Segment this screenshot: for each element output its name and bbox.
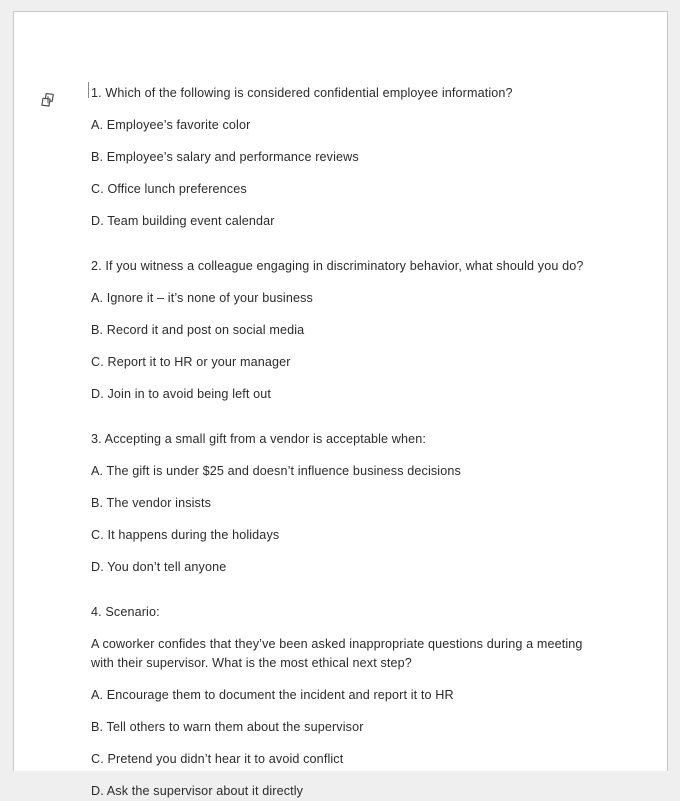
answer-option[interactable]: B. Tell others to warn them about the supervisor (91, 720, 364, 734)
answer-option[interactable]: A. Ignore it – it’s none of your business (91, 291, 313, 305)
answer-option[interactable]: A. The gift is under $25 and doesn’t influence business decisions (91, 464, 461, 478)
document-text-body[interactable] (91, 84, 627, 801)
answer-option[interactable]: B. The vendor insists (91, 496, 212, 510)
answer-option[interactable]: D. Join in to avoid being left out (91, 387, 272, 401)
answer-option[interactable]: D. You don’t tell anyone (91, 560, 227, 574)
question-block (91, 257, 627, 404)
answer-option[interactable]: C. It happens during the holidays (91, 528, 280, 542)
answer-option[interactable]: B. Employee’s salary and performance reviews (91, 150, 359, 164)
text-caret (88, 82, 89, 98)
question-block (91, 430, 627, 577)
answer-option[interactable]: D. Ask the supervisor about it directly (91, 784, 304, 798)
answer-option[interactable]: B. Record it and post on social media (91, 323, 305, 337)
question-prompt[interactable]: 2. If you witness a colleague engaging in discriminatory behavior, what should you do? (91, 259, 584, 273)
question-prompt[interactable]: 4. Scenario: (91, 605, 160, 619)
answer-option[interactable]: D. Team building event calendar (91, 214, 275, 228)
question-prompt[interactable] (91, 84, 596, 103)
answer-option[interactable]: C. Report it to HR or your manager (91, 355, 291, 369)
answer-option[interactable]: A. Encourage them to document the incident and report it to HR (91, 688, 454, 702)
copy-duplicate-icon[interactable] (34, 86, 62, 114)
answer-option[interactable]: A. Employee’s favorite color (91, 118, 251, 132)
question-block (91, 603, 627, 801)
scenario-paragraph[interactable]: A coworker confides that they’ve been asked inappropriate questions during a meeting with their supervisor. What is the most ethical next step? (91, 637, 583, 670)
question-prompt-text: 1. Which of the following is considered confidential employee information? (91, 86, 513, 100)
question-prompt[interactable]: 3. Accepting a small gift from a vendor is acceptable when: (91, 432, 427, 446)
document-page[interactable] (13, 11, 668, 798)
answer-option[interactable]: C. Office lunch preferences (91, 182, 247, 196)
question-block (91, 84, 627, 231)
answer-option[interactable]: C. Pretend you didn’t hear it to avoid conflict (91, 752, 344, 766)
